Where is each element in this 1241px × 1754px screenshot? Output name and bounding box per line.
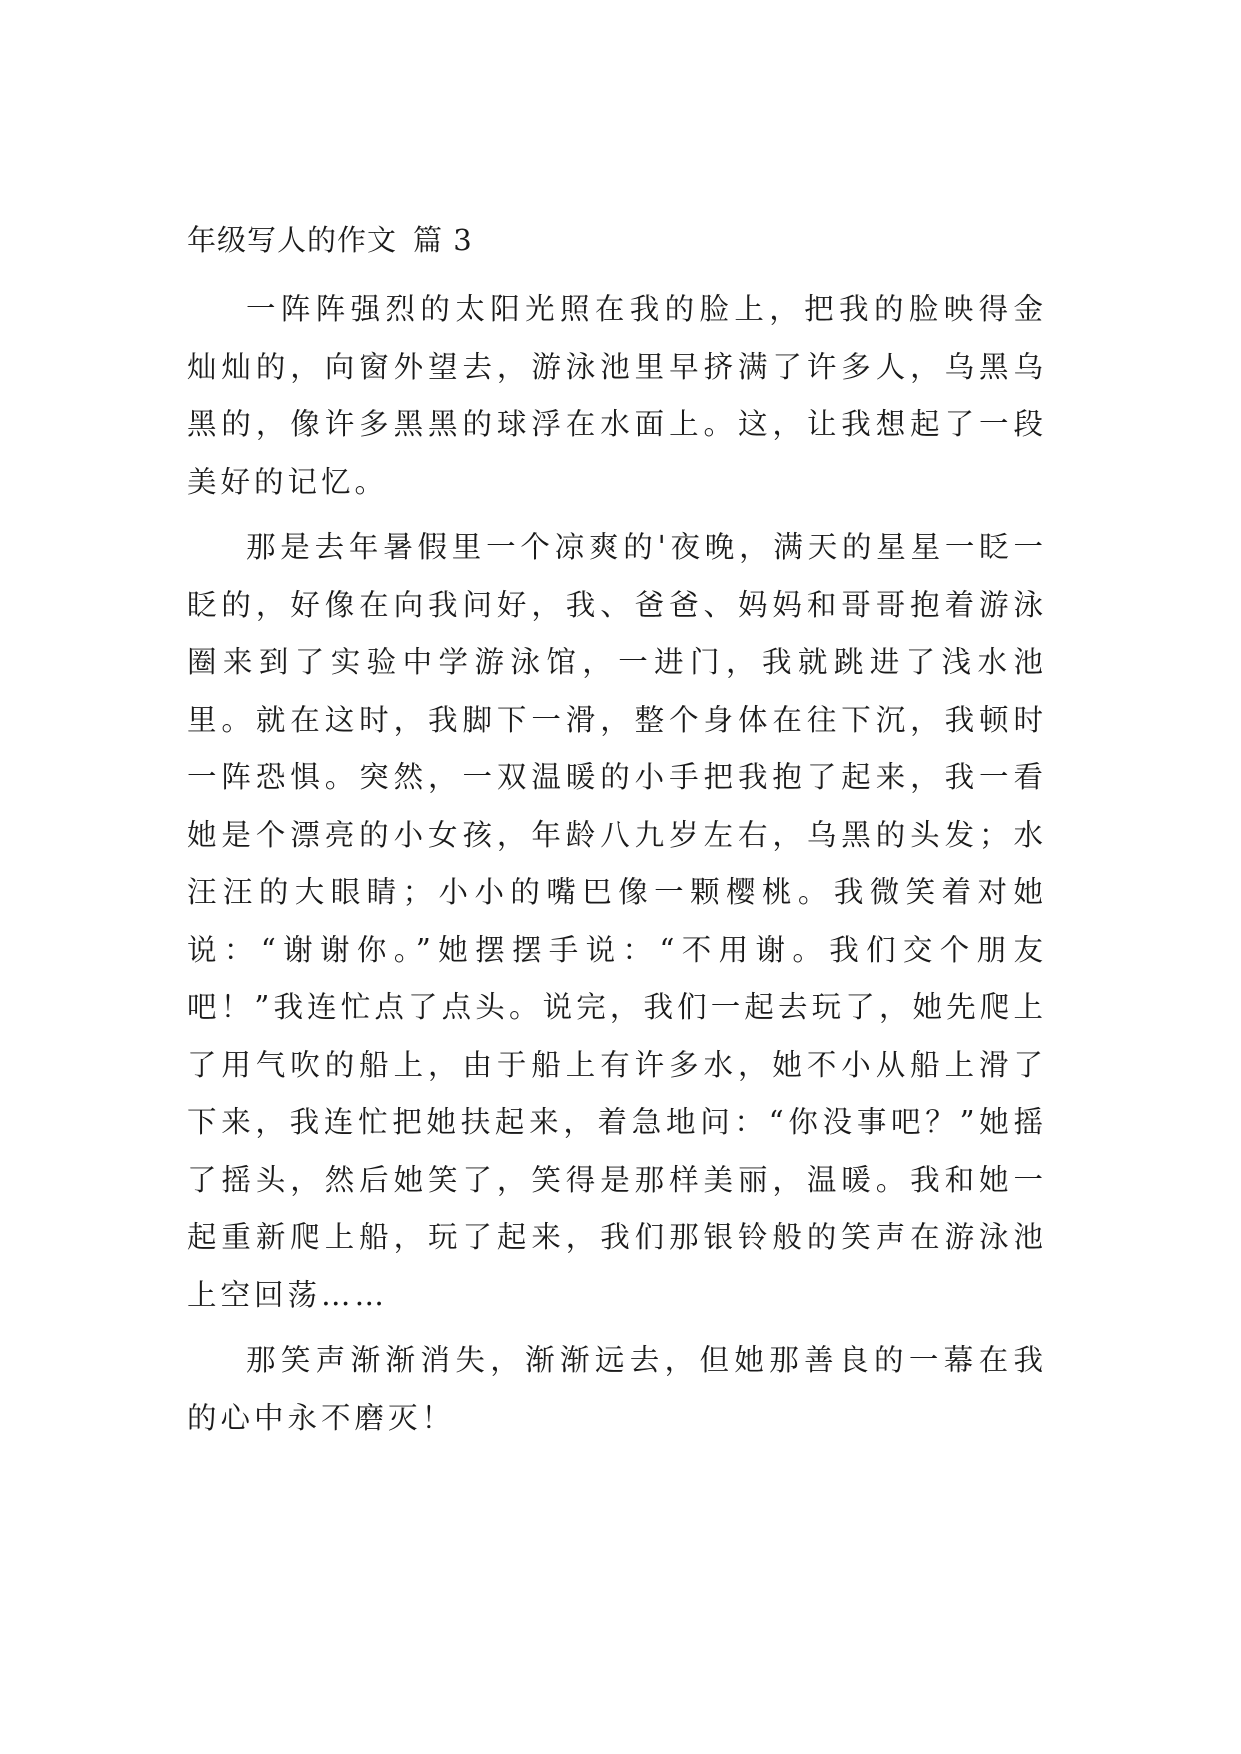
title-main: 年级写人的作文: [187, 223, 398, 257]
paragraph-1: 一阵阵强烈的太阳光照在我的脸上，把我的脸映得金灿灿的，向窗外望去，游泳池里早挤满了许多人，乌黑乌黑的，像许多黑黑的球浮在水面上。这，让我想起了一段美好的记忆。: [187, 292, 1047, 499]
document-body: [187, 222, 1047, 1455]
paragraph-2: 那是去年暑假里一个凉爽的'夜晚，满天的星星一眨一眨的，好像在向我问好，我、爸爸、妈妈和哥哥抱着游泳圈来到了实验中学游泳馆，一进门，我就跳进了浅水池里。就在这时，我脚下一滑，整个身体在往下沉，我顿时一阵恐惧。突然，一双温暖的小手把我抱了起来，我一看她是个漂亮的小女孩，年龄八九岁左右，乌黑的头发；水汪汪的大眼睛；小小的嘴巴像一颗樱桃。我微笑着对她说：“谢谢你。”她摆摆手说：“不用谢。我们交个朋友吧！”我连忙点了点头。说完，我们一起去玩了，她先爬上了用气吹的船上，由于船上有许多水，她不小从船上滑了下来，我连忙把她扶起来，着急地问：“你没事吧？”她摇了摇头，然后她笑了，笑得是那样美丽，温暖。我和她一起重新爬上船，玩了起来，我们那银铃般的笑声在游泳池上空回荡……: [187, 530, 1047, 1312]
paragraph-3: 那笑声渐渐消失，渐渐远去，但她那善良的一幕在我的心中永不磨灭！: [187, 1343, 1047, 1435]
title-section: 篇 3: [413, 223, 473, 257]
document-title: [187, 222, 1047, 258]
